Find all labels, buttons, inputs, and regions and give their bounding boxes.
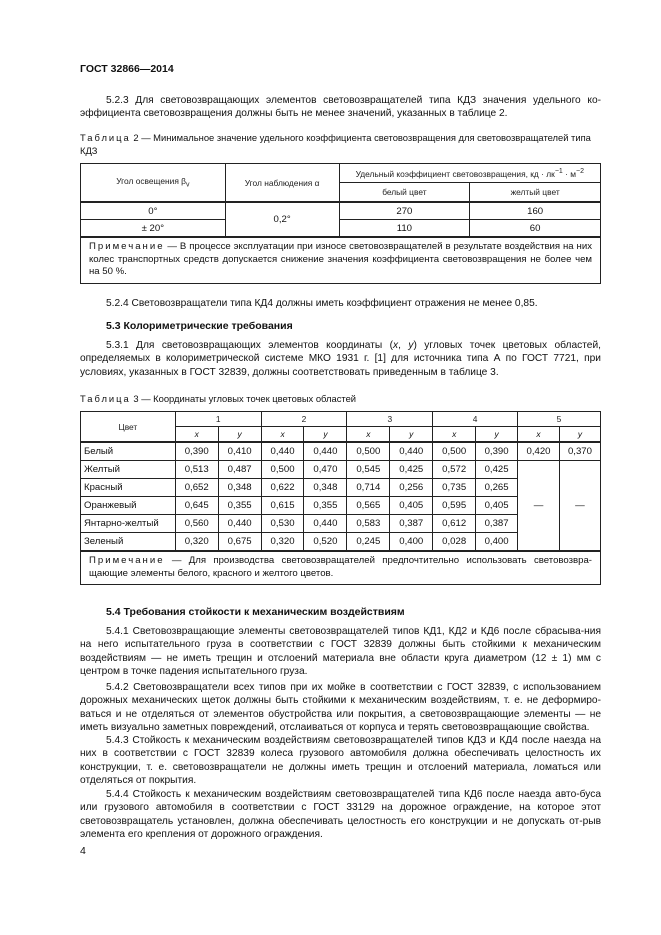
table-2-header-observation: Угол наблюдения α — [225, 164, 339, 203]
p531-part-a: 5.3.1 Для световозвращающих элементов координаты ( — [106, 340, 394, 351]
table-3-header-y: y — [390, 427, 433, 443]
table-cell: 0,583 — [347, 515, 390, 533]
table-cell: 0,500 — [433, 442, 476, 461]
table-2 — [80, 163, 601, 284]
table-3-header-y: y — [304, 427, 347, 443]
paragraph-5-2-4: 5.2.4 Световозвращатели типа КД4 должны иметь коэффициент отражения не менее 0,85. — [106, 298, 538, 309]
table-cell: 0,400 — [390, 533, 433, 552]
header-illumination-label: Угол освещения β — [116, 176, 186, 187]
table-2-caption — [80, 131, 601, 157]
paragraph-5-3-1 — [80, 339, 601, 379]
dash-cell: — — [559, 461, 600, 552]
table-cell: 0,645 — [175, 497, 218, 515]
row-name: Янтарно-желтый — [81, 515, 176, 533]
table-cell: 110 — [339, 220, 470, 238]
table-cell: 0,425 — [476, 461, 518, 479]
section-heading-5-3: 5.3 Колориметрические требования — [106, 320, 293, 332]
table-cell: 0,545 — [347, 461, 390, 479]
paragraph-5-2-3: 5.2.3 Для световозвращающих элементов световозвращателей типа КДЗ значения удельного ко-эффициента световозвращения должны быть не менее значений, указанных в таблице 2. — [80, 95, 601, 120]
table-cell: 0,595 — [433, 497, 476, 515]
header-coefficient-label: Удельный коэффициент световозвращения, кд · лк — [355, 168, 555, 179]
table-3-header-x: x — [347, 427, 390, 443]
table-3-caption-text: 3 — Координаты угловых точек цветовых областей — [130, 393, 357, 404]
table-cell: 0,265 — [476, 479, 518, 497]
table-cell: 0,622 — [261, 479, 304, 497]
table-2-caption-text: 2 — Минимальное значение удельного коэффициента световозвращения для световозвращателей типа КДЗ — [80, 132, 591, 156]
table-3-header-point: 3 — [347, 412, 433, 427]
table-cell: 60 — [470, 220, 601, 238]
table-cell: 0,440 — [304, 515, 347, 533]
table-3-header-y: y — [218, 427, 261, 443]
table-cell: 0,440 — [390, 442, 433, 461]
table-cell: 0,487 — [218, 461, 261, 479]
table-cell: 0,612 — [433, 515, 476, 533]
table-3-row — [81, 461, 601, 479]
paragraph-5-4-3: 5.4.3 Стойкость к механическим воздействиям световозвращателей типов КДЗ и КД4 после наезда на них в соответствии с ГОСТ 32839 колеса грузового автомобиля должна обеспечивать целостность их конструкции, т. е. световозвращатели не должны иметь трещин и отслоений материала, ломаться или отделяться от покрытия. — [80, 735, 601, 787]
table-cell: 0,256 — [390, 479, 433, 497]
table-cell: 0,405 — [476, 497, 518, 515]
page-number: 4 — [80, 845, 86, 857]
table-cell: 0,028 — [433, 533, 476, 552]
p531-x: x — [393, 340, 399, 351]
table-cell: 0,714 — [347, 479, 390, 497]
table-3-header-y: y — [476, 427, 518, 443]
table-3 — [80, 411, 601, 585]
table-3-header-x: x — [518, 427, 560, 443]
header-illumination-subscript: v — [186, 181, 190, 189]
table-cell: 0,348 — [218, 479, 261, 497]
table-cell: 0,420 — [518, 442, 560, 461]
row-name: Зеленый — [81, 533, 176, 552]
table-cell: 160 — [470, 202, 601, 220]
p531-y: y — [408, 340, 414, 351]
table-2-header-coefficient — [339, 164, 600, 183]
table-cell: 0,400 — [476, 533, 518, 552]
table-cell: 0,560 — [175, 515, 218, 533]
table-cell: 0,410 — [218, 442, 261, 461]
paragraph-5-4-2: 5.4.2 Световозвращатели всех типов при их мойке в соответствии с ГОСТ 32839, с использованием дорожных механических щеток должны быть стойкими к механическим воздействиям, т. е. не деформиро-ваться и не отделяться от элементов обустройства или покрытия, а световозвращающие элементы — не иметь визуально заметных повреждений, отслаиваться от корпуса и терять световозвращающие свойства. — [80, 682, 601, 734]
table-cell: 0,500 — [261, 461, 304, 479]
table-cell: 0,675 — [218, 533, 261, 552]
table-cell: 0,520 — [304, 533, 347, 552]
table-cell: 0,470 — [304, 461, 347, 479]
table-2-header-illumination — [81, 164, 226, 203]
note-label: Примечание — [89, 555, 165, 566]
table-2-caption-prefix: Таблица — [80, 132, 131, 143]
table-cell: 0,2° — [225, 202, 339, 237]
table-2-header-white: белый цвет — [339, 183, 470, 203]
table-cell: 0,530 — [261, 515, 304, 533]
table-cell: 0,320 — [261, 533, 304, 552]
table-cell: 0,355 — [218, 497, 261, 515]
row-name: Белый — [81, 442, 176, 461]
table-cell: 0° — [81, 202, 226, 220]
table-3-row — [81, 442, 601, 461]
table-3-note — [81, 551, 601, 585]
table-cell: 0,565 — [347, 497, 390, 515]
note-text: — В процессе эксплуатации при износе световозвращателей в результате воздействия на них колес транспортных средств допускается снижение значения коэффициента световозвращения не более чем на 50 %. — [89, 241, 592, 278]
document-header: ГОСТ 32866—2014 — [80, 63, 174, 75]
paragraph-5-4-4: 5.4.4 Стойкость к механическим воздействиям световозвращателей типа КД6 после наезда авто-буса или грузового автомобиля в соответствии с ГОСТ 33129 на дорожное ограждение, на которое этот световозвращатель установлен, должна обеспечивать целостность его конструкции и не допускать от-рыв элемента его крепления от дорожного ограждения. — [80, 789, 601, 841]
table-cell: 0,390 — [476, 442, 518, 461]
table-3-header-x: x — [433, 427, 476, 443]
table-cell: 0,245 — [347, 533, 390, 552]
table-cell: 0,387 — [476, 515, 518, 533]
table-2-note — [81, 237, 601, 283]
table-cell: 0,513 — [175, 461, 218, 479]
note-text: — Для производства световозвращателей предпочтительно использовать световозвра-щающие элементы белого, красного и желтого цветов. — [89, 555, 592, 579]
table-cell: 0,440 — [304, 442, 347, 461]
table-cell: 0,615 — [261, 497, 304, 515]
p531-part-b: ) угловых точек цветовых областей, определяемых в колориметрической системе МКО 1931 г. [1] для источника типа А по ГОСТ 7721, при условиях, указанных в ГОСТ 32839, должны соответствовать приведенным в таблице 3. — [80, 340, 601, 378]
note-label: Примечание — [89, 241, 165, 252]
table-3-caption — [80, 392, 601, 405]
table-3-header-point: 4 — [433, 412, 518, 427]
table-2-row — [81, 220, 601, 238]
table-3-caption-prefix: Таблица — [80, 393, 131, 404]
table-cell: 0,425 — [390, 461, 433, 479]
table-3-header-point: 2 — [261, 412, 347, 427]
table-3-header-point: 5 — [518, 412, 601, 427]
p531-comma: , — [398, 340, 409, 351]
table-cell: 0,652 — [175, 479, 218, 497]
table-cell: 0,320 — [175, 533, 218, 552]
table-cell: ± 20° — [81, 220, 226, 238]
table-cell: 0,735 — [433, 479, 476, 497]
row-name: Желтый — [81, 461, 176, 479]
dash-cell: — — [518, 461, 560, 552]
table-cell: 0,370 — [559, 442, 600, 461]
header-coefficient-mid: · м — [562, 168, 576, 179]
table-cell: 0,390 — [175, 442, 218, 461]
table-cell: 0,500 — [347, 442, 390, 461]
table-3-header-y: y — [559, 427, 600, 443]
row-name: Оранжевый — [81, 497, 176, 515]
table-3-header-point: 1 — [175, 412, 261, 427]
table-cell: 270 — [339, 202, 470, 220]
table-cell: 0,348 — [304, 479, 347, 497]
table-3-header-x: x — [261, 427, 304, 443]
table-cell: 0,440 — [218, 515, 261, 533]
table-cell: 0,440 — [261, 442, 304, 461]
table-2-header-yellow: желтый цвет — [470, 183, 601, 203]
table-cell: 0,572 — [433, 461, 476, 479]
row-name: Красный — [81, 479, 176, 497]
section-heading-5-4: 5.4 Требования стойкости к механическим воздействиям — [106, 606, 405, 618]
paragraph-5-4-1: 5.4.1 Световозвращающие элементы световозвращателей типов КД1, КД2 и КД6 после сбрасыва-ния на него испытательного груза в соответствии с ГОСТ 32839 должны быть стойкими к механическим воздействиям — не иметь трещин и отслоений материала вне области круга диаметром (12 ± 1) мм с центром в точке падения испытательного груза. — [80, 626, 601, 678]
table-cell: 0,355 — [304, 497, 347, 515]
table-3-header-x: x — [175, 427, 218, 443]
table-cell: 0,405 — [390, 497, 433, 515]
table-2-row — [81, 202, 601, 220]
header-coefficient-sup2: −2 — [575, 167, 584, 175]
header-coefficient-sup1: −1 — [554, 167, 563, 175]
table-3-header-color: Цвет — [81, 412, 176, 443]
table-cell: 0,387 — [390, 515, 433, 533]
